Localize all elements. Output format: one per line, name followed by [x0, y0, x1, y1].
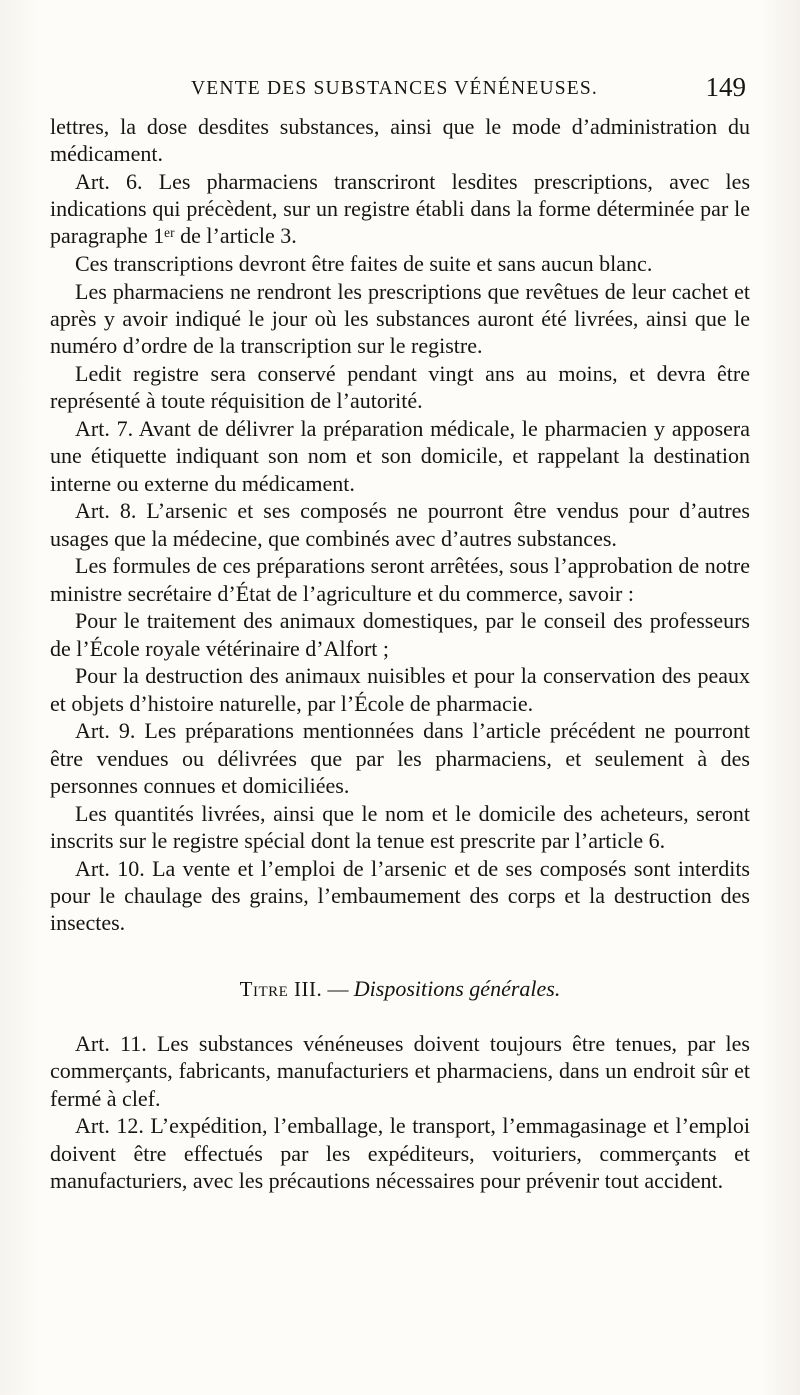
- section-heading: [50, 974, 750, 1004]
- paragraph: Art. 12. L’expédition, l’emballage, le transport, l’emmagasinage et l’emploi doivent être effectués par les expéditeurs, voituriers, commerçants et manufacturiers, avec les précautions nécessaires pour prévenir tout accident.: [50, 1113, 750, 1193]
- paragraph: Les formules de ces préparations seront arrêtées, sous l’approbation de notre ministre secrétaire d’État de l’agriculture et du commerce, savoir :: [50, 553, 750, 606]
- paragraph: Pour la destruction des animaux nuisibles et pour la conservation des peaux et objets d’histoire naturelle, par l’École de pharmacie.: [50, 663, 750, 716]
- page-number: 149: [705, 72, 746, 102]
- paragraph: Art. 11. Les substances vénéneuses doivent toujours être tenues, par les commerçants, fabricants, manufacturiers et pharmaciens, dans un endroit sûr et fermé à clef.: [50, 1031, 750, 1111]
- paragraph: Les pharmaciens ne rendront les prescriptions que revêtues de leur cachet et après y avoir indiqué le jour où les substances auront été livrées, ainsi que le numéro d’ordre de la transcription sur le registre.: [50, 279, 750, 359]
- paragraph: Ledit registre sera conservé pendant vingt ans au moins, et devra être représenté à toute réquisition de l’autorité.: [50, 361, 750, 414]
- paragraph: lettres, la dose desdites substances, ainsi que le mode d’administration du médicament.: [50, 114, 750, 167]
- page-header: [50, 74, 750, 108]
- paragraph: Art. 7. Avant de délivrer la préparation médicale, le pharmacien y apposera une étiquette indiquant son nom et son domicile, et rappelant la destination interne ou externe du médicament.: [50, 416, 750, 496]
- paragraph: Art. 8. L’arsenic et ses composés ne pourront être vendus pour d’autres usages que la médecine, que combinés avec d’autres substances.: [50, 498, 750, 551]
- paragraph: Art. 9. Les préparations mentionnées dans l’article précédent ne pourront être vendues ou délivrées que par les pharmaciens, et seulement à des personnes connues et domiciliées.: [50, 718, 750, 798]
- section-title-dash: —: [327, 977, 349, 1002]
- section-title-label: Titre III.: [239, 977, 323, 1002]
- main-text: [50, 113, 750, 1195]
- paragraph: Les quantités livrées, ainsi que le nom et le domicile des acheteurs, seront inscrits sur le registre spécial dont la tenue est prescrite par l’article 6.: [50, 800, 750, 853]
- paragraph: Art. 10. La vente et l’emploi de l’arsenic et de ses composés sont interdits pour le chaulage des grains, l’embaumement des corps et la destruction des insectes.: [50, 855, 750, 936]
- paragraph: Art. 6. Les pharmaciens transcriront lesdites prescriptions, avec les indications qui précèdent, sur un registre établi dans la forme déterminée par le paragraphe 1ᵉʳ de l’article 3.: [50, 169, 750, 249]
- paragraph: Ces transcriptions devront être faites de suite et sans aucun blanc.: [75, 251, 653, 277]
- paragraph: Pour le traitement des animaux domestiques, par le conseil des professeurs de l’École royale vétérinaire d’Alfort ;: [50, 608, 750, 661]
- section-title-subtitle: Dispositions générales.: [353, 976, 561, 1002]
- running-title: VENTE DES SUBSTANCES VÉNÉNEUSES.: [191, 78, 599, 99]
